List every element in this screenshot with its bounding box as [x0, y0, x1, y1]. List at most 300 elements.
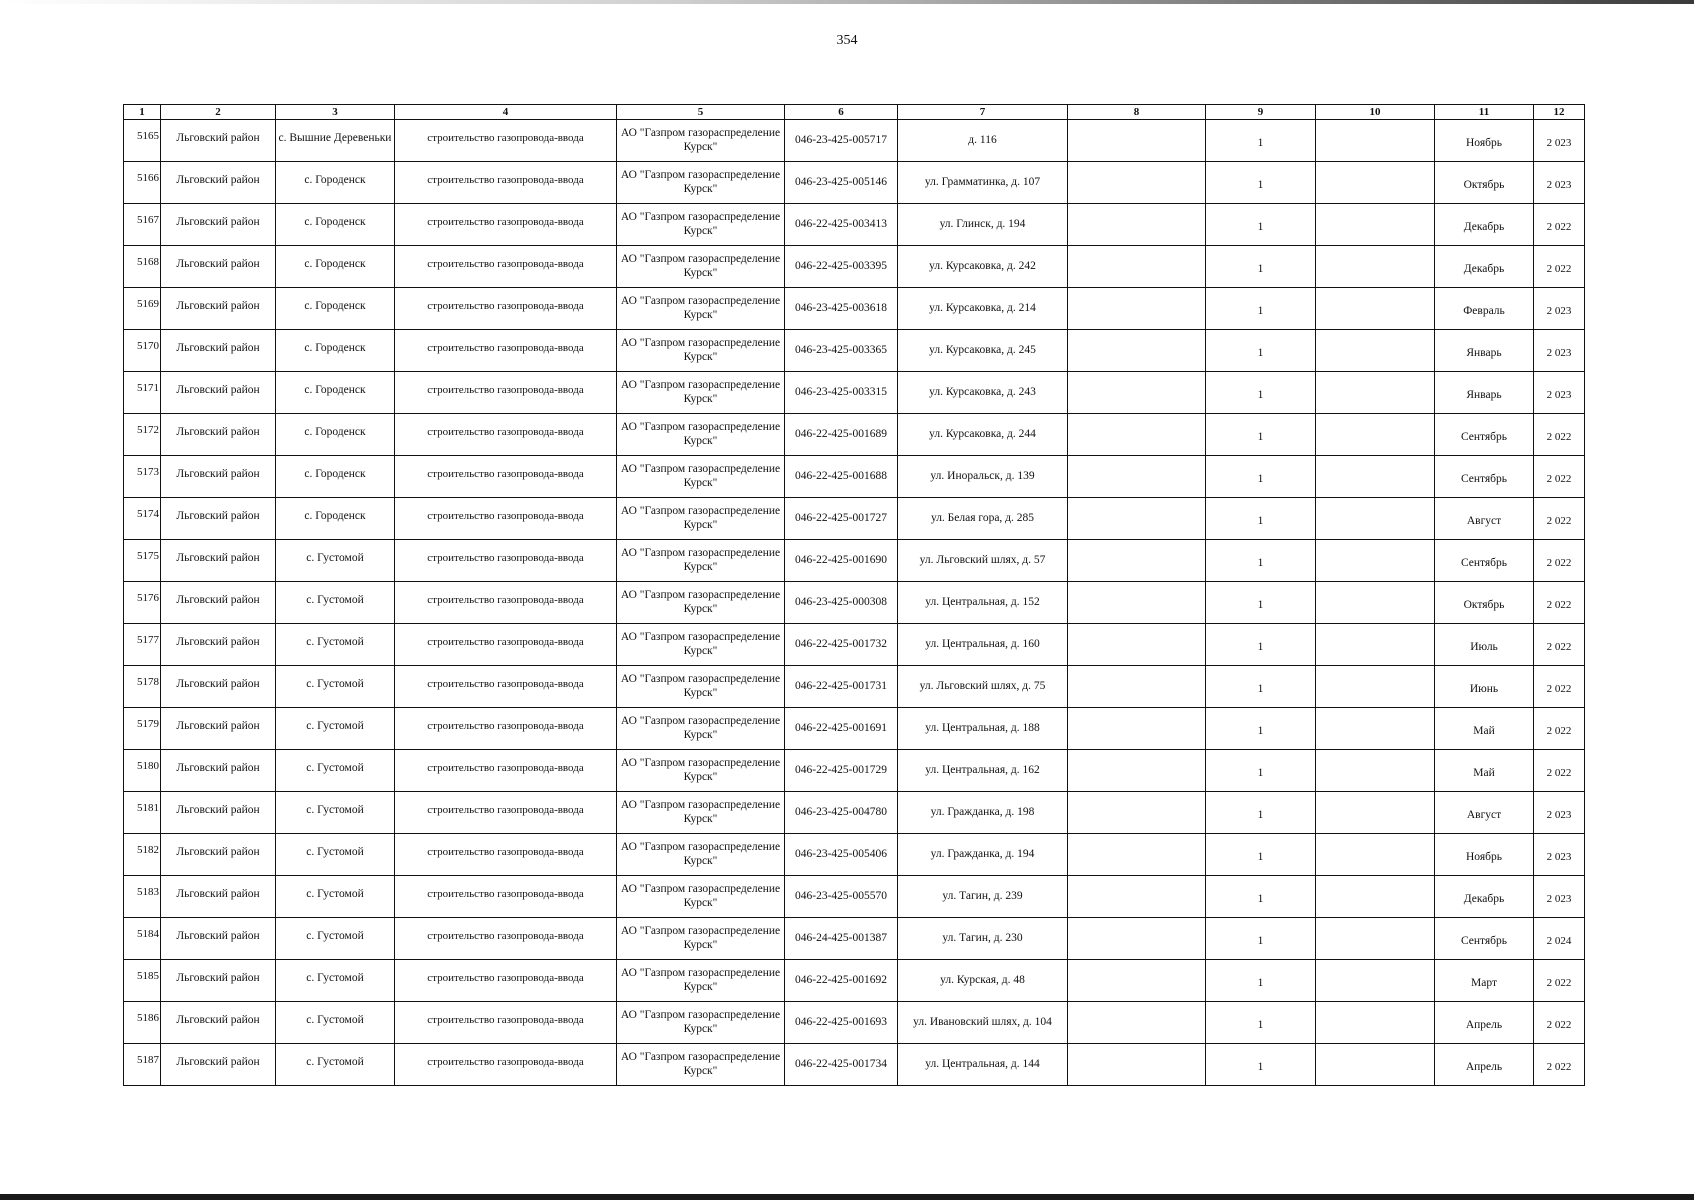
settlement-cell: с. Густомой — [276, 582, 395, 624]
address-cell: д. 116 — [898, 120, 1068, 162]
district-cell: Льговский район — [161, 876, 276, 918]
quantity-cell: 1 — [1206, 120, 1316, 162]
table-row — [124, 414, 1585, 456]
quantity-cell: 1 — [1206, 372, 1316, 414]
table-row — [124, 792, 1585, 834]
address-cell: ул. Курсаковка, д. 244 — [898, 414, 1068, 456]
district-cell: Льговский район — [161, 792, 276, 834]
table-row — [124, 960, 1585, 1002]
settlement-cell: с. Городенск — [276, 456, 395, 498]
table-row — [124, 1044, 1585, 1086]
year-cell: 2 023 — [1534, 162, 1585, 204]
column-10-cell — [1316, 750, 1435, 792]
settlement-cell: с. Городенск — [276, 162, 395, 204]
table-row — [124, 204, 1585, 246]
quantity-cell: 1 — [1206, 330, 1316, 372]
table-row — [124, 624, 1585, 666]
settlement-cell: с. Густомой — [276, 666, 395, 708]
page-number: 354 — [836, 33, 858, 48]
work-type-cell: строительство газопровода-ввода — [395, 708, 617, 750]
column-10-cell — [1316, 1002, 1435, 1044]
registry-code-cell: 046-22-425-001692 — [785, 960, 898, 1002]
work-type-cell: строительство газопровода-ввода — [395, 1044, 617, 1086]
column-10-cell — [1316, 456, 1435, 498]
row-number: 5170 — [124, 330, 161, 372]
table-row — [124, 288, 1585, 330]
district-cell: Льговский район — [161, 330, 276, 372]
year-cell: 2 023 — [1534, 372, 1585, 414]
column-10-cell — [1316, 330, 1435, 372]
column-8-cell — [1068, 162, 1206, 204]
work-type-cell: строительство газопровода-ввода — [395, 792, 617, 834]
header-row — [124, 105, 1585, 120]
work-type-cell: строительство газопровода-ввода — [395, 120, 617, 162]
organization-cell: АО "Газпром газораспределение Курск" — [617, 204, 785, 246]
column-10-cell — [1316, 1044, 1435, 1086]
column-8-cell — [1068, 246, 1206, 288]
header-cell: 3 — [276, 105, 395, 120]
table-row — [124, 582, 1585, 624]
settlement-cell: с. Городенск — [276, 204, 395, 246]
month-cell: Декабрь — [1435, 876, 1534, 918]
organization-cell: АО "Газпром газораспределение Курск" — [617, 750, 785, 792]
organization-cell: АО "Газпром газораспределение Курск" — [617, 162, 785, 204]
district-cell: Льговский район — [161, 960, 276, 1002]
month-cell: Апрель — [1435, 1002, 1534, 1044]
work-type-cell: строительство газопровода-ввода — [395, 834, 617, 876]
registry-code-cell: 046-23-425-005570 — [785, 876, 898, 918]
registry-code-cell: 046-23-425-004780 — [785, 792, 898, 834]
month-cell: Июнь — [1435, 666, 1534, 708]
settlement-cell: с. Густомой — [276, 834, 395, 876]
year-cell: 2 022 — [1534, 204, 1585, 246]
column-8-cell — [1068, 498, 1206, 540]
month-cell: Апрель — [1435, 1044, 1534, 1086]
header-cell: 10 — [1316, 105, 1435, 120]
table-row — [124, 876, 1585, 918]
registry-code-cell: 046-23-425-003365 — [785, 330, 898, 372]
month-cell: Ноябрь — [1435, 120, 1534, 162]
column-8-cell — [1068, 876, 1206, 918]
year-cell: 2 023 — [1534, 834, 1585, 876]
organization-cell: АО "Газпром газораспределение Курск" — [617, 960, 785, 1002]
column-8-cell — [1068, 960, 1206, 1002]
header-cell: 12 — [1534, 105, 1585, 120]
year-cell: 2 022 — [1534, 414, 1585, 456]
month-cell: Октябрь — [1435, 582, 1534, 624]
table-row — [124, 456, 1585, 498]
address-cell: ул. Курсаковка, д. 214 — [898, 288, 1068, 330]
year-cell: 2 023 — [1534, 288, 1585, 330]
quantity-cell: 1 — [1206, 456, 1316, 498]
column-8-cell — [1068, 330, 1206, 372]
address-cell: ул. Грамматинка, д. 107 — [898, 162, 1068, 204]
row-number: 5167 — [124, 204, 161, 246]
quantity-cell: 1 — [1206, 666, 1316, 708]
year-cell: 2 022 — [1534, 582, 1585, 624]
column-8-cell — [1068, 834, 1206, 876]
district-cell: Льговский район — [161, 498, 276, 540]
quantity-cell: 1 — [1206, 1044, 1316, 1086]
registry-code-cell: 046-23-425-003618 — [785, 288, 898, 330]
address-cell: ул. Тагин, д. 230 — [898, 918, 1068, 960]
column-10-cell — [1316, 204, 1435, 246]
registry-code-cell: 046-22-425-001689 — [785, 414, 898, 456]
registry-code-cell: 046-23-425-003315 — [785, 372, 898, 414]
district-cell: Льговский район — [161, 624, 276, 666]
year-cell: 2 022 — [1534, 960, 1585, 1002]
table-row — [124, 1002, 1585, 1044]
month-cell: Январь — [1435, 372, 1534, 414]
district-cell: Льговский район — [161, 834, 276, 876]
column-8-cell — [1068, 708, 1206, 750]
month-cell: Январь — [1435, 330, 1534, 372]
organization-cell: АО "Газпром газораспределение Курск" — [617, 246, 785, 288]
settlement-cell: с. Городенск — [276, 498, 395, 540]
year-cell: 2 022 — [1534, 1044, 1585, 1086]
year-cell: 2 022 — [1534, 1002, 1585, 1044]
settlement-cell: с. Городенск — [276, 330, 395, 372]
quantity-cell: 1 — [1206, 204, 1316, 246]
district-cell: Льговский район — [161, 204, 276, 246]
address-cell: ул. Курсаковка, д. 245 — [898, 330, 1068, 372]
row-number: 5183 — [124, 876, 161, 918]
year-cell: 2 022 — [1534, 498, 1585, 540]
table-row — [124, 918, 1585, 960]
district-cell: Льговский район — [161, 120, 276, 162]
registry-code-cell: 046-22-425-001693 — [785, 1002, 898, 1044]
organization-cell: АО "Газпром газораспределение Курск" — [617, 792, 785, 834]
column-10-cell — [1316, 792, 1435, 834]
column-8-cell — [1068, 918, 1206, 960]
row-number: 5177 — [124, 624, 161, 666]
address-cell: ул. Курская, д. 48 — [898, 960, 1068, 1002]
registry-code-cell: 046-22-425-001732 — [785, 624, 898, 666]
settlement-cell: с. Густомой — [276, 750, 395, 792]
settlement-cell: с. Густомой — [276, 624, 395, 666]
organization-cell: АО "Газпром газораспределение Курск" — [617, 834, 785, 876]
work-type-cell: строительство газопровода-ввода — [395, 750, 617, 792]
table-row — [124, 372, 1585, 414]
address-cell: ул. Центральная, д. 160 — [898, 624, 1068, 666]
column-10-cell — [1316, 288, 1435, 330]
row-number: 5169 — [124, 288, 161, 330]
table-row — [124, 330, 1585, 372]
address-cell: ул. Центральная, д. 144 — [898, 1044, 1068, 1086]
row-number: 5171 — [124, 372, 161, 414]
organization-cell: АО "Газпром газораспределение Курск" — [617, 876, 785, 918]
work-type-cell: строительство газопровода-ввода — [395, 876, 617, 918]
registry-code-cell: 046-22-425-003395 — [785, 246, 898, 288]
quantity-cell: 1 — [1206, 288, 1316, 330]
header-cell: 5 — [617, 105, 785, 120]
table-row — [124, 666, 1585, 708]
table-row — [124, 162, 1585, 204]
row-number: 5180 — [124, 750, 161, 792]
month-cell: Март — [1435, 960, 1534, 1002]
column-8-cell — [1068, 204, 1206, 246]
organization-cell: АО "Газпром газораспределение Курск" — [617, 498, 785, 540]
header-cell: 11 — [1435, 105, 1534, 120]
organization-cell: АО "Газпром газораспределение Курск" — [617, 666, 785, 708]
column-8-cell — [1068, 792, 1206, 834]
quantity-cell: 1 — [1206, 582, 1316, 624]
row-number: 5176 — [124, 582, 161, 624]
quantity-cell: 1 — [1206, 414, 1316, 456]
district-cell: Льговский район — [161, 666, 276, 708]
work-type-cell: строительство газопровода-ввода — [395, 960, 617, 1002]
table-row — [124, 246, 1585, 288]
settlement-cell: с. Городенск — [276, 414, 395, 456]
registry-code-cell: 046-22-425-001690 — [785, 540, 898, 582]
column-10-cell — [1316, 582, 1435, 624]
column-8-cell — [1068, 540, 1206, 582]
column-10-cell — [1316, 834, 1435, 876]
month-cell: Сентябрь — [1435, 918, 1534, 960]
registry-code-cell: 046-23-425-005717 — [785, 120, 898, 162]
column-8-cell — [1068, 372, 1206, 414]
work-type-cell: строительство газопровода-ввода — [395, 162, 617, 204]
header-cell: 4 — [395, 105, 617, 120]
row-number: 5178 — [124, 666, 161, 708]
year-cell: 2 022 — [1534, 540, 1585, 582]
year-cell: 2 022 — [1534, 456, 1585, 498]
column-10-cell — [1316, 246, 1435, 288]
address-cell: ул. Льговский шлях, д. 75 — [898, 666, 1068, 708]
scan-bottom-edge — [0, 1194, 1694, 1200]
registry-code-cell: 046-22-425-001731 — [785, 666, 898, 708]
work-type-cell: строительство газопровода-ввода — [395, 204, 617, 246]
address-cell: ул. Центральная, д. 152 — [898, 582, 1068, 624]
header-cell: 8 — [1068, 105, 1206, 120]
column-10-cell — [1316, 162, 1435, 204]
settlement-cell: с. Густомой — [276, 918, 395, 960]
column-8-cell — [1068, 750, 1206, 792]
address-cell: ул. Курсаковка, д. 242 — [898, 246, 1068, 288]
organization-cell: АО "Газпром газораспределение Курск" — [617, 1002, 785, 1044]
column-10-cell — [1316, 876, 1435, 918]
address-cell: ул. Центральная, д. 162 — [898, 750, 1068, 792]
row-number: 5165 — [124, 120, 161, 162]
column-10-cell — [1316, 498, 1435, 540]
district-cell: Льговский район — [161, 414, 276, 456]
settlement-cell: с. Густомой — [276, 792, 395, 834]
month-cell: Декабрь — [1435, 246, 1534, 288]
month-cell: Июль — [1435, 624, 1534, 666]
column-10-cell — [1316, 666, 1435, 708]
work-type-cell: строительство газопровода-ввода — [395, 246, 617, 288]
work-type-cell: строительство газопровода-ввода — [395, 372, 617, 414]
year-cell: 2 024 — [1534, 918, 1585, 960]
month-cell: Сентябрь — [1435, 456, 1534, 498]
year-cell: 2 022 — [1534, 708, 1585, 750]
registry-code-cell: 046-23-425-000308 — [785, 582, 898, 624]
district-cell: Льговский район — [161, 750, 276, 792]
column-10-cell — [1316, 540, 1435, 582]
address-cell: ул. Иноральск, д. 139 — [898, 456, 1068, 498]
address-cell: ул. Глинск, д. 194 — [898, 204, 1068, 246]
work-type-cell: строительство газопровода-ввода — [395, 624, 617, 666]
district-cell: Льговский район — [161, 1002, 276, 1044]
settlement-cell: с. Густомой — [276, 960, 395, 1002]
table-row — [124, 498, 1585, 540]
column-10-cell — [1316, 708, 1435, 750]
address-cell: ул. Льговский шлях, д. 57 — [898, 540, 1068, 582]
organization-cell: АО "Газпром газораспределение Курск" — [617, 414, 785, 456]
month-cell: Декабрь — [1435, 204, 1534, 246]
district-cell: Льговский район — [161, 372, 276, 414]
header-cell: 6 — [785, 105, 898, 120]
district-cell: Льговский район — [161, 918, 276, 960]
organization-cell: АО "Газпром газораспределение Курск" — [617, 330, 785, 372]
work-type-cell: строительство газопровода-ввода — [395, 540, 617, 582]
column-10-cell — [1316, 372, 1435, 414]
quantity-cell: 1 — [1206, 246, 1316, 288]
table-row — [124, 708, 1585, 750]
year-cell: 2 022 — [1534, 666, 1585, 708]
column-10-cell — [1316, 918, 1435, 960]
address-cell: ул. Ивановский шлях, д. 104 — [898, 1002, 1068, 1044]
quantity-cell: 1 — [1206, 960, 1316, 1002]
registry-code-cell: 046-22-425-001729 — [785, 750, 898, 792]
column-8-cell — [1068, 582, 1206, 624]
month-cell: Октябрь — [1435, 162, 1534, 204]
quantity-cell: 1 — [1206, 1002, 1316, 1044]
column-8-cell — [1068, 624, 1206, 666]
settlement-cell: с. Густомой — [276, 1044, 395, 1086]
district-cell: Льговский район — [161, 246, 276, 288]
district-cell: Льговский район — [161, 162, 276, 204]
column-10-cell — [1316, 960, 1435, 1002]
settlement-cell: с. Городенск — [276, 288, 395, 330]
row-number: 5168 — [124, 246, 161, 288]
column-8-cell — [1068, 414, 1206, 456]
work-type-cell: строительство газопровода-ввода — [395, 1002, 617, 1044]
quantity-cell: 1 — [1206, 750, 1316, 792]
row-number: 5184 — [124, 918, 161, 960]
district-cell: Льговский район — [161, 540, 276, 582]
table-row — [124, 540, 1585, 582]
quantity-cell: 1 — [1206, 918, 1316, 960]
row-number: 5182 — [124, 834, 161, 876]
settlement-cell: с. Вышние Деревеньки — [276, 120, 395, 162]
organization-cell: АО "Газпром газораспределение Курск" — [617, 582, 785, 624]
year-cell: 2 022 — [1534, 246, 1585, 288]
organization-cell: АО "Газпром газораспределение Курск" — [617, 624, 785, 666]
registry-code-cell: 046-22-425-001727 — [785, 498, 898, 540]
column-10-cell — [1316, 624, 1435, 666]
header-cell: 2 — [161, 105, 276, 120]
row-number: 5181 — [124, 792, 161, 834]
registry-code-cell: 046-22-425-001734 — [785, 1044, 898, 1086]
registry-code-cell: 046-24-425-001387 — [785, 918, 898, 960]
row-number: 5186 — [124, 1002, 161, 1044]
quantity-cell: 1 — [1206, 834, 1316, 876]
district-cell: Льговский район — [161, 708, 276, 750]
quantity-cell: 1 — [1206, 876, 1316, 918]
settlement-cell: с. Городенск — [276, 372, 395, 414]
organization-cell: АО "Газпром газораспределение Курск" — [617, 120, 785, 162]
month-cell: Май — [1435, 750, 1534, 792]
column-8-cell — [1068, 288, 1206, 330]
quantity-cell: 1 — [1206, 540, 1316, 582]
column-8-cell — [1068, 456, 1206, 498]
registry-code-cell: 046-22-425-001688 — [785, 456, 898, 498]
month-cell: Сентябрь — [1435, 414, 1534, 456]
organization-cell: АО "Газпром газораспределение Курск" — [617, 372, 785, 414]
row-number: 5172 — [124, 414, 161, 456]
organization-cell: АО "Газпром газораспределение Курск" — [617, 456, 785, 498]
work-type-cell: строительство газопровода-ввода — [395, 330, 617, 372]
table-body — [124, 120, 1585, 1086]
row-number: 5174 — [124, 498, 161, 540]
address-cell: ул. Белая гора, д. 285 — [898, 498, 1068, 540]
month-cell: Февраль — [1435, 288, 1534, 330]
month-cell: Ноябрь — [1435, 834, 1534, 876]
year-cell: 2 023 — [1534, 876, 1585, 918]
quantity-cell: 1 — [1206, 792, 1316, 834]
year-cell: 2 023 — [1534, 120, 1585, 162]
year-cell: 2 022 — [1534, 750, 1585, 792]
district-cell: Льговский район — [161, 582, 276, 624]
work-type-cell: строительство газопровода-ввода — [395, 666, 617, 708]
year-cell: 2 023 — [1534, 792, 1585, 834]
table-row — [124, 750, 1585, 792]
registry-code-cell: 046-22-425-001691 — [785, 708, 898, 750]
quantity-cell: 1 — [1206, 708, 1316, 750]
column-8-cell — [1068, 1002, 1206, 1044]
work-type-cell: строительство газопровода-ввода — [395, 918, 617, 960]
organization-cell: АО "Газпром газораспределение Курск" — [617, 540, 785, 582]
settlement-cell: с. Густомой — [276, 708, 395, 750]
district-cell: Льговский район — [161, 1044, 276, 1086]
scan-top-edge — [0, 0, 1694, 4]
column-8-cell — [1068, 1044, 1206, 1086]
organization-cell: АО "Газпром газораспределение Курск" — [617, 708, 785, 750]
year-cell: 2 023 — [1534, 330, 1585, 372]
work-type-cell: строительство газопровода-ввода — [395, 582, 617, 624]
registry-code-cell: 046-22-425-003413 — [785, 204, 898, 246]
month-cell: Август — [1435, 498, 1534, 540]
address-cell: ул. Курсаковка, д. 243 — [898, 372, 1068, 414]
month-cell: Август — [1435, 792, 1534, 834]
settlement-cell: с. Густомой — [276, 1002, 395, 1044]
work-type-cell: строительство газопровода-ввода — [395, 414, 617, 456]
row-number: 5187 — [124, 1044, 161, 1086]
row-number: 5173 — [124, 456, 161, 498]
row-number: 5179 — [124, 708, 161, 750]
organization-cell: АО "Газпром газораспределение Курск" — [617, 918, 785, 960]
settlement-cell: с. Городенск — [276, 246, 395, 288]
row-number: 5185 — [124, 960, 161, 1002]
quantity-cell: 1 — [1206, 162, 1316, 204]
address-cell: ул. Гражданка, д. 198 — [898, 792, 1068, 834]
quantity-cell: 1 — [1206, 498, 1316, 540]
month-cell: Май — [1435, 708, 1534, 750]
address-cell: ул. Центральная, д. 188 — [898, 708, 1068, 750]
column-10-cell — [1316, 120, 1435, 162]
organization-cell: АО "Газпром газораспределение Курск" — [617, 1044, 785, 1086]
quantity-cell: 1 — [1206, 624, 1316, 666]
header-cell: 1 — [124, 105, 161, 120]
year-cell: 2 022 — [1534, 624, 1585, 666]
table-row — [124, 834, 1585, 876]
row-number: 5175 — [124, 540, 161, 582]
district-cell: Льговский район — [161, 456, 276, 498]
header-cell: 9 — [1206, 105, 1316, 120]
work-type-cell: строительство газопровода-ввода — [395, 456, 617, 498]
work-type-cell: строительство газопровода-ввода — [395, 498, 617, 540]
